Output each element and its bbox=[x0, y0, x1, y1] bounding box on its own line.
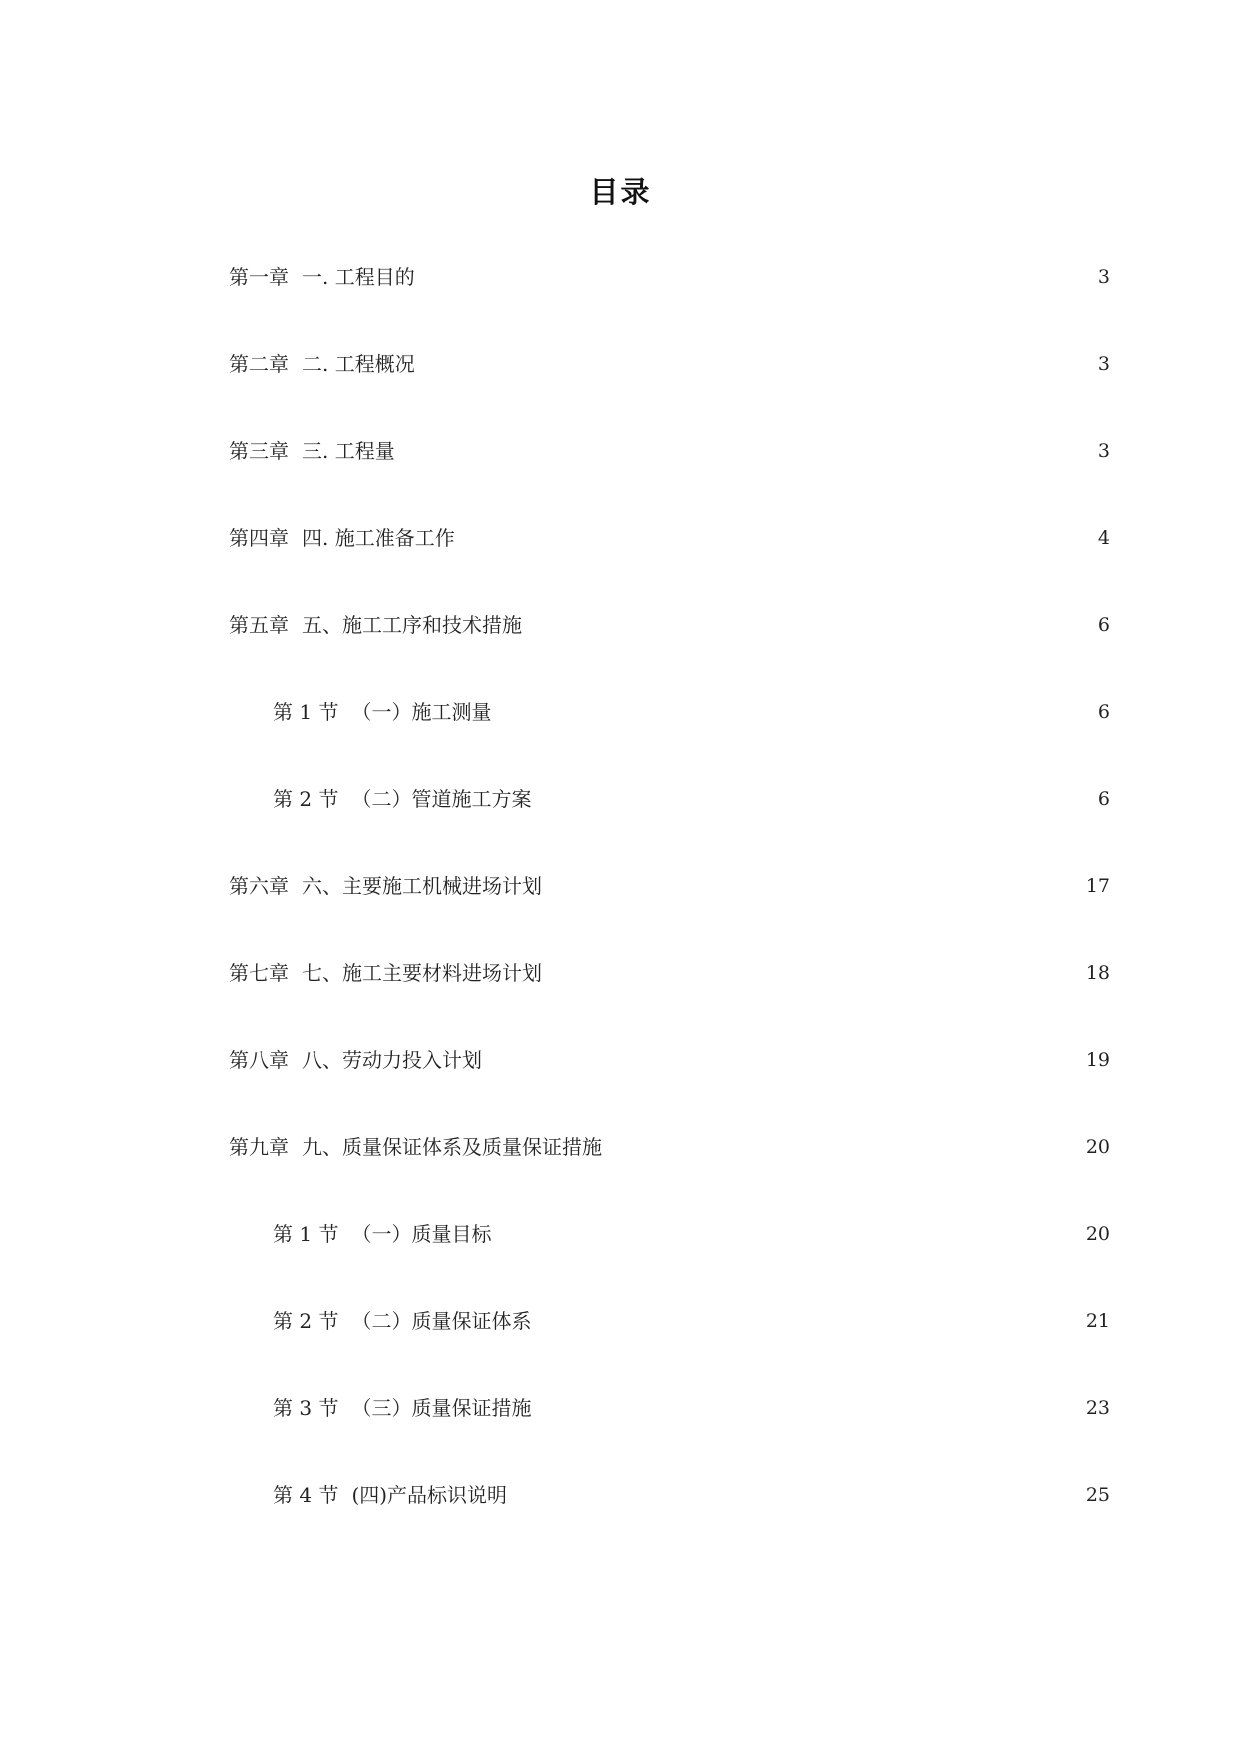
toc-entry-title: （三）质量保证措施 bbox=[351, 1396, 532, 1420]
toc-entry-label bbox=[229, 958, 542, 988]
toc-entry-page: 20 bbox=[1085, 1223, 1110, 1245]
toc-title: 目录 bbox=[589, 175, 652, 209]
toc-entry-page: 25 bbox=[1085, 1484, 1110, 1506]
toc-entry-title: (四)产品标识说明 bbox=[351, 1483, 508, 1507]
toc-entry-page: 6 bbox=[1097, 614, 1110, 636]
dot-leader bbox=[403, 436, 1094, 466]
toc-entry-number: 第 1 节 bbox=[273, 1222, 339, 1246]
toc-entry-number: 第一章 bbox=[229, 265, 289, 289]
toc-entry-number: 第 2 节 bbox=[273, 787, 339, 811]
toc-entry-title: 七、施工主要材料进场计划 bbox=[302, 961, 542, 985]
toc-entry-number: 第 4 节 bbox=[273, 1483, 339, 1507]
toc-entry-number: 第七章 bbox=[229, 961, 289, 985]
toc-entry-title: （二）质量保证体系 bbox=[351, 1309, 532, 1333]
toc-entry[interactable] bbox=[229, 1045, 1110, 1132]
dot-leader bbox=[530, 610, 1094, 640]
toc-entry-title: 一. 工程目的 bbox=[302, 265, 415, 289]
toc-entry-title: 八、劳动力投入计划 bbox=[302, 1048, 482, 1072]
toc-entry-label bbox=[229, 610, 522, 640]
toc-entry[interactable] bbox=[229, 1393, 1110, 1480]
toc-entry-title: 四. 施工准备工作 bbox=[302, 526, 455, 550]
toc-entry-page: 21 bbox=[1085, 1310, 1110, 1332]
toc-entry[interactable] bbox=[229, 871, 1110, 958]
toc-entry-label bbox=[229, 523, 455, 553]
toc-entry-title: （一）施工测量 bbox=[351, 700, 492, 724]
toc-entry-label bbox=[229, 262, 415, 292]
dot-leader bbox=[499, 1219, 1081, 1249]
toc-entry[interactable] bbox=[229, 1132, 1110, 1219]
toc-entry-number: 第八章 bbox=[229, 1048, 289, 1072]
toc-entry-page: 18 bbox=[1085, 962, 1110, 984]
toc-entry-title: （二）管道施工方案 bbox=[351, 787, 532, 811]
toc-entry[interactable] bbox=[229, 436, 1110, 523]
dot-leader bbox=[539, 784, 1093, 814]
toc-entry[interactable] bbox=[229, 1219, 1110, 1306]
toc-entry-label bbox=[273, 784, 531, 814]
dot-leader bbox=[490, 1045, 1082, 1075]
toc-entry[interactable] bbox=[229, 697, 1110, 784]
toc-entry-number: 第五章 bbox=[229, 613, 289, 637]
toc-entry-page: 6 bbox=[1097, 701, 1110, 723]
toc-entry-label bbox=[273, 1306, 531, 1336]
toc-entry-label bbox=[229, 436, 395, 466]
toc-entry-number: 第四章 bbox=[229, 526, 289, 550]
toc-entry-page: 3 bbox=[1097, 266, 1110, 288]
toc-entry-number: 第二章 bbox=[229, 352, 289, 376]
toc-entry-label bbox=[229, 1045, 482, 1075]
toc-entry-title: （一）质量目标 bbox=[351, 1222, 492, 1246]
toc-entry-label bbox=[273, 1219, 491, 1249]
toc-entry-label bbox=[273, 697, 491, 727]
toc-entry[interactable] bbox=[229, 262, 1110, 349]
toc-entry[interactable] bbox=[229, 610, 1110, 697]
toc-entry-title: 三. 工程量 bbox=[302, 439, 395, 463]
dot-leader bbox=[539, 1306, 1081, 1336]
toc-entry[interactable] bbox=[229, 349, 1110, 436]
dot-leader bbox=[515, 1480, 1082, 1510]
dot-leader bbox=[610, 1132, 1082, 1162]
dot-leader bbox=[463, 523, 1094, 553]
toc-entry-number: 第 3 节 bbox=[273, 1396, 339, 1420]
toc-entry-label bbox=[273, 1393, 531, 1423]
toc-entry-page: 6 bbox=[1097, 788, 1110, 810]
dot-leader bbox=[423, 349, 1094, 379]
toc-list bbox=[229, 262, 1110, 1567]
toc-entry[interactable] bbox=[229, 958, 1110, 1045]
toc-entry-page: 3 bbox=[1097, 440, 1110, 462]
toc-entry[interactable] bbox=[229, 1306, 1110, 1393]
toc-entry-title: 五、施工工序和技术措施 bbox=[302, 613, 522, 637]
toc-entry-page: 17 bbox=[1085, 875, 1110, 897]
toc-entry-number: 第 1 节 bbox=[273, 700, 339, 724]
toc-entry-number: 第六章 bbox=[229, 874, 289, 898]
dot-leader bbox=[550, 958, 1082, 988]
toc-entry-label bbox=[229, 349, 415, 379]
toc-entry-title: 六、主要施工机械进场计划 bbox=[302, 874, 542, 898]
toc-entry-title: 九、质量保证体系及质量保证措施 bbox=[302, 1135, 602, 1159]
toc-entry-label bbox=[229, 1132, 602, 1162]
toc-entry[interactable] bbox=[229, 1480, 1110, 1567]
toc-entry-number: 第九章 bbox=[229, 1135, 289, 1159]
toc-entry-number: 第 2 节 bbox=[273, 1309, 339, 1333]
toc-entry-page: 20 bbox=[1085, 1136, 1110, 1158]
toc-entry[interactable] bbox=[229, 784, 1110, 871]
dot-leader bbox=[539, 1393, 1081, 1423]
toc-entry-page: 4 bbox=[1097, 527, 1110, 549]
toc-entry-title: 二. 工程概况 bbox=[302, 352, 415, 376]
toc-entry-number: 第三章 bbox=[229, 439, 289, 463]
dot-leader bbox=[550, 871, 1082, 901]
toc-entry-page: 3 bbox=[1097, 353, 1110, 375]
toc-entry-label bbox=[273, 1480, 507, 1510]
toc-entry-page: 23 bbox=[1085, 1397, 1110, 1419]
dot-leader bbox=[423, 262, 1094, 292]
toc-entry-page: 19 bbox=[1085, 1049, 1110, 1071]
toc-entry[interactable] bbox=[229, 523, 1110, 610]
dot-leader bbox=[499, 697, 1093, 727]
toc-entry-label bbox=[229, 871, 542, 901]
